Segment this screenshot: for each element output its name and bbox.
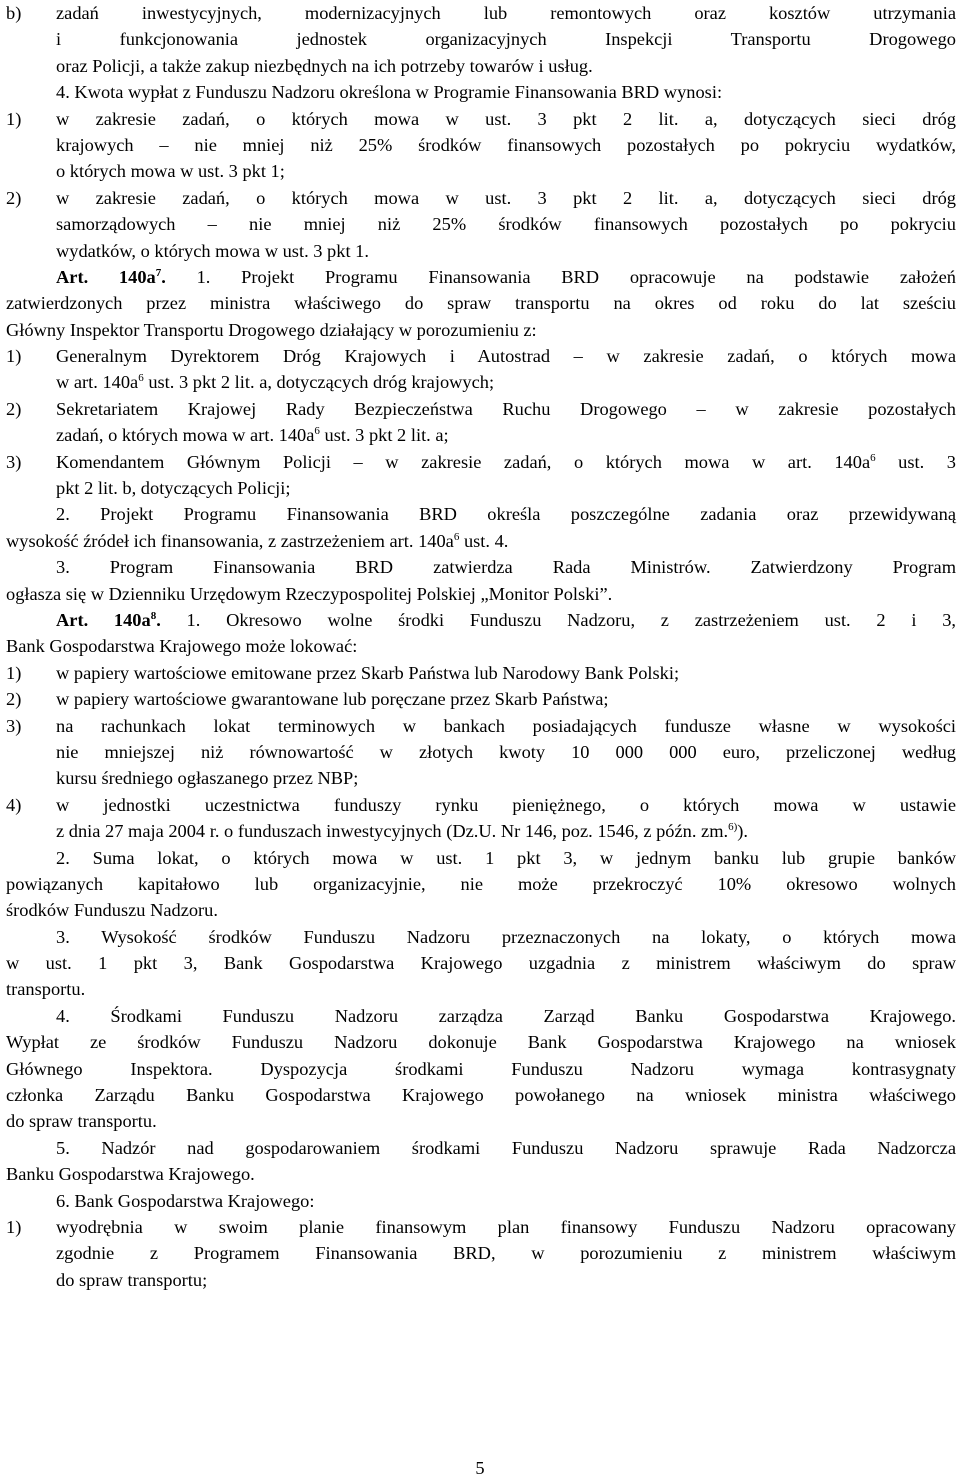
list-item-140a8-2 <box>6 686 956 712</box>
list-item-140a8-3 <box>6 713 956 792</box>
list-item-140a8-6-1 <box>6 1214 956 1293</box>
text-line: 2. Projekt Programu Finansowania BRD określa poszczególne zadania oraz przewidywaną <box>56 504 956 525</box>
article-140a8-paragraph-6 <box>6 1188 956 1214</box>
article-140a7-paragraph-2 <box>6 501 956 554</box>
text-line: kursu średniego ogłaszanego przez NBP; <box>56 768 359 789</box>
text-line: Wypłat ze środków Funduszu Nadzoru dokonuje Bank Gospodarstwa Krajowego na wniosek <box>6 1032 956 1053</box>
text-line: członka Zarządu Banku Gospodarstwa Krajowego powołanego na wniosek ministra właściwego <box>6 1085 956 1106</box>
text-line: pkt 2 lit. b, dotyczących Policji; <box>56 478 291 499</box>
text-line: w zakresie zadań, o których mowa w ust. 3 pkt 2 lit. a, dotyczących sieci dróg <box>56 108 956 129</box>
text-line: zadań inwestycyjnych, modernizacyjnych lub remontowych oraz kosztów utrzymania <box>56 3 956 23</box>
list-item-140a7-1 <box>6 343 956 396</box>
list-item-b <box>6 0 956 79</box>
text-line: środków Funduszu Nadzoru. <box>6 900 218 921</box>
list-item-140a8-1 <box>6 660 956 686</box>
text-line: w papiery wartościowe gwarantowane lub poręczane przez Skarb Państwa; <box>56 689 609 710</box>
article-140a7-paragraph-3 <box>6 554 956 607</box>
text-line: krajowych – nie mniej niż 25% środków finansowych pozostałych po pokryciu wydatków, <box>56 134 956 155</box>
text-line: 4. Kwota wypłat z Funduszu Nadzoru określona w Programie Finansowania BRD wynosi: <box>56 82 723 103</box>
text-line: w jednostki uczestnictwa funduszy rynku pieniężnego, o których mowa w ustawie <box>56 794 956 815</box>
text-line: w papiery wartościowe emitowane przez Skarb Państwa lub Narodowy Bank Polski; <box>56 662 680 683</box>
list-item-4-1 <box>6 106 956 185</box>
list-item-140a7-2 <box>6 396 956 449</box>
text-line: w zakresie zadań, o których mowa w ust. 3 pkt 2 lit. a, dotyczących sieci dróg <box>56 187 956 208</box>
text-line: wysokość źródeł ich finansowania, z zastrzeżeniem art. $140a^6$ ust. 4. <box>6 530 509 551</box>
text-line: powiązanych kapitałowo lub organizacyjnie, nie może przekroczyć 10% okresowo wolnych <box>6 873 956 894</box>
article-heading: Art. $140a^7$. <box>56 266 166 287</box>
article-140a8-paragraph-3 <box>6 924 956 1003</box>
text-line: o których mowa w ust. 3 pkt 1; <box>56 161 285 182</box>
text-line: transportu. <box>6 979 86 1000</box>
text-line: nie mniejszej niż równowartość w złotych kwoty 10 000 000 euro, przeliczonej według <box>56 741 956 762</box>
list-item-140a8-4 <box>6 792 956 845</box>
text-line: Główny Inspektor Transportu Drogowego działający w porozumieniu z: <box>6 319 537 340</box>
text-line: w ust. 1 pkt 3, Bank Gospodarstwa Krajowego uzgadnia z ministrem właściwym do spraw <box>6 953 956 974</box>
item-label: 3) <box>6 715 22 736</box>
text-line: 4. Środkami Funduszu Nadzoru zarządza Zarząd Banku Gospodarstwa Krajowego. <box>56 1005 956 1026</box>
text-line: na rachunkach lokat terminowych w bankach posiadających fundusze własne w wysokości <box>56 715 956 736</box>
text-line: Generalnym Dyrektorem Dróg Krajowych i Autostrad – w zakresie zadań, o których mowa <box>56 346 956 367</box>
article-140a8 <box>6 607 956 660</box>
text-line: 2. Suma lokat, o których mowa w ust. 1 pkt 3, w jednym banku lub grupie banków <box>56 847 956 868</box>
text-line: Banku Gospodarstwa Krajowego. <box>6 1164 255 1185</box>
text-line: samorządowych – nie mniej niż 25% środków finansowych pozostałych po pokryciu <box>56 214 956 235</box>
item-label: b) <box>6 3 22 23</box>
item-label: 1) <box>6 1216 22 1237</box>
text-line: Komendantem Głównym Policji – w zakresie zadań, o których mowa w art. $140a^6$ ust. 3 <box>56 451 957 472</box>
text-line: wydatków, o których mowa w ust. 3 pkt 1. <box>56 240 369 261</box>
text-line: i funkcjonowania jednostek organizacyjnych Inspekcji Transportu Drogowego <box>56 29 956 50</box>
item-label: 1) <box>6 108 22 129</box>
item-label: 2) <box>6 187 22 208</box>
item-label: 2) <box>6 398 22 419</box>
item-label: 1) <box>6 662 22 683</box>
text-line: zgodnie z Programem Finansowania BRD, w porozumieniu z ministrem właściwym <box>56 1243 956 1264</box>
text-line: 6. Bank Gospodarstwa Krajowego: <box>56 1190 315 1211</box>
text-line: w art. $140a^6$ ust. 3 pkt 2 lit. a, dotyczących dróg krajowych; <box>56 372 495 393</box>
text-line: 5. Nadzór nad gospodarowaniem środkami Funduszu Nadzoru sprawuje Rada Nadzorcza <box>56 1137 956 1158</box>
text-line: Art. $140a^7$. 1. Projekt Programu Finansowania BRD opracowuje na podstawie założeń <box>56 266 957 287</box>
document-page <box>6 0 956 1293</box>
item-label: 1) <box>6 346 22 367</box>
text-line: zadań, o których mowa w art. $140a^6$ ust. 3 pkt 2 lit. a; <box>56 425 449 446</box>
item-label: 3) <box>6 451 22 472</box>
item-label: 4) <box>6 794 22 815</box>
text-line: Głównego Inspektora. Dyspozycja środkami Funduszu Nadzoru wymaga kontrasygnaty <box>6 1058 956 1079</box>
text-line: Bank Gospodarstwa Krajowego może lokować: <box>6 636 358 657</box>
list-item-140a7-3 <box>6 449 956 502</box>
text-line: wyodrębnia w swoim planie finansowym plan finansowy Funduszu Nadzoru opracowany <box>56 1216 956 1237</box>
text-line: z dnia 27 maja 2004 r. o funduszach inwestycyjnych (Dz.U. Nr 146, poz. 1546, z późn. zm.$^{6)}$). <box>56 821 749 842</box>
article-heading: Art. $140a^8$. <box>56 609 161 630</box>
article-140a8-paragraph-4 <box>6 1003 956 1135</box>
text-line: oraz Policji, a także zakup niezbędnych na ich potrzeby towarów i usług. <box>56 55 593 76</box>
text-line: ogłasza się w Dzienniku Urzędowym Rzeczypospolitej Polskiej „Monitor Polski”. <box>6 583 613 604</box>
page-number: 5 <box>475 1458 485 1478</box>
text-line: zatwierdzonych przez ministra właściwego do spraw transportu na okres od roku do lat sześciu <box>6 293 956 314</box>
list-item-4-2 <box>6 185 956 264</box>
article-140a8-paragraph-2 <box>6 845 956 924</box>
text-line: Art. $140a^8$. 1. Okresowo wolne środki Funduszu Nadzoru, z zastrzeżeniem ust. 2 i 3, <box>56 609 957 630</box>
text-line: 3. Wysokość środków Funduszu Nadzoru przeznaczonych na lokaty, o których mowa <box>56 926 956 947</box>
text-line: Sekretariatem Krajowej Rady Bezpieczeństwa Ruchu Drogowego – w zakresie pozostałych <box>56 398 956 419</box>
text-line: do spraw transportu; <box>56 1269 208 1290</box>
item-label: 2) <box>6 689 22 710</box>
text-line: do spraw transportu. <box>6 1111 157 1132</box>
article-140a7 <box>6 264 956 343</box>
article-140a8-paragraph-5 <box>6 1135 956 1188</box>
paragraph-4 <box>6 79 956 105</box>
text-line: 3. Program Finansowania BRD zatwierdza Rada Ministrów. Zatwierdzony Program <box>56 557 956 578</box>
